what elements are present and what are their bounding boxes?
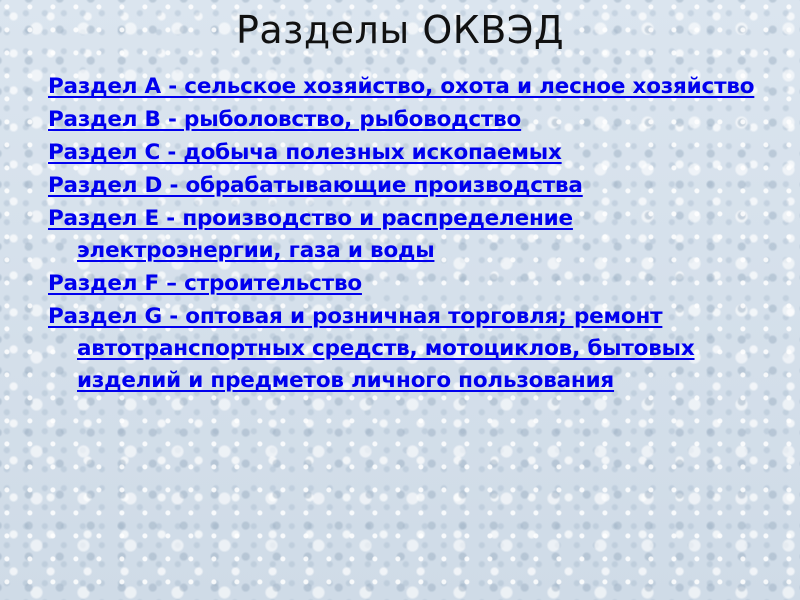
section-e-link[interactable]: Раздел E - производство и распределение электроэнергии, газа и воды	[48, 206, 573, 263]
section-g-link[interactable]: Раздел G - оптовая и розничная торговля; ремонт автотранспортных средств, мотоциклов, бытовых изделий и предметов личного пользования	[48, 304, 695, 393]
section-d-link[interactable]: Раздел D - обрабатывающие производства	[48, 173, 583, 198]
page-title: Разделы ОКВЭД	[235, 8, 565, 52]
list-item-section-b	[48, 104, 768, 136]
list-item-section-c	[48, 137, 768, 169]
section-list	[48, 71, 768, 398]
section-a-link[interactable]: Раздел A - сельское хозяйство, охота и лесное хозяйство	[48, 74, 755, 99]
section-f-link[interactable]: Раздел F – строительство	[48, 271, 362, 296]
list-item-section-d	[48, 170, 768, 202]
section-c-link[interactable]: Раздел C - добыча полезных ископаемых	[48, 140, 562, 165]
list-item-section-e	[48, 203, 768, 267]
section-b-link[interactable]: Раздел B - рыболовство, рыбоводство	[48, 107, 522, 132]
list-item-section-g	[48, 301, 768, 397]
list-item-section-a	[48, 71, 768, 103]
list-item-section-f	[48, 268, 768, 300]
